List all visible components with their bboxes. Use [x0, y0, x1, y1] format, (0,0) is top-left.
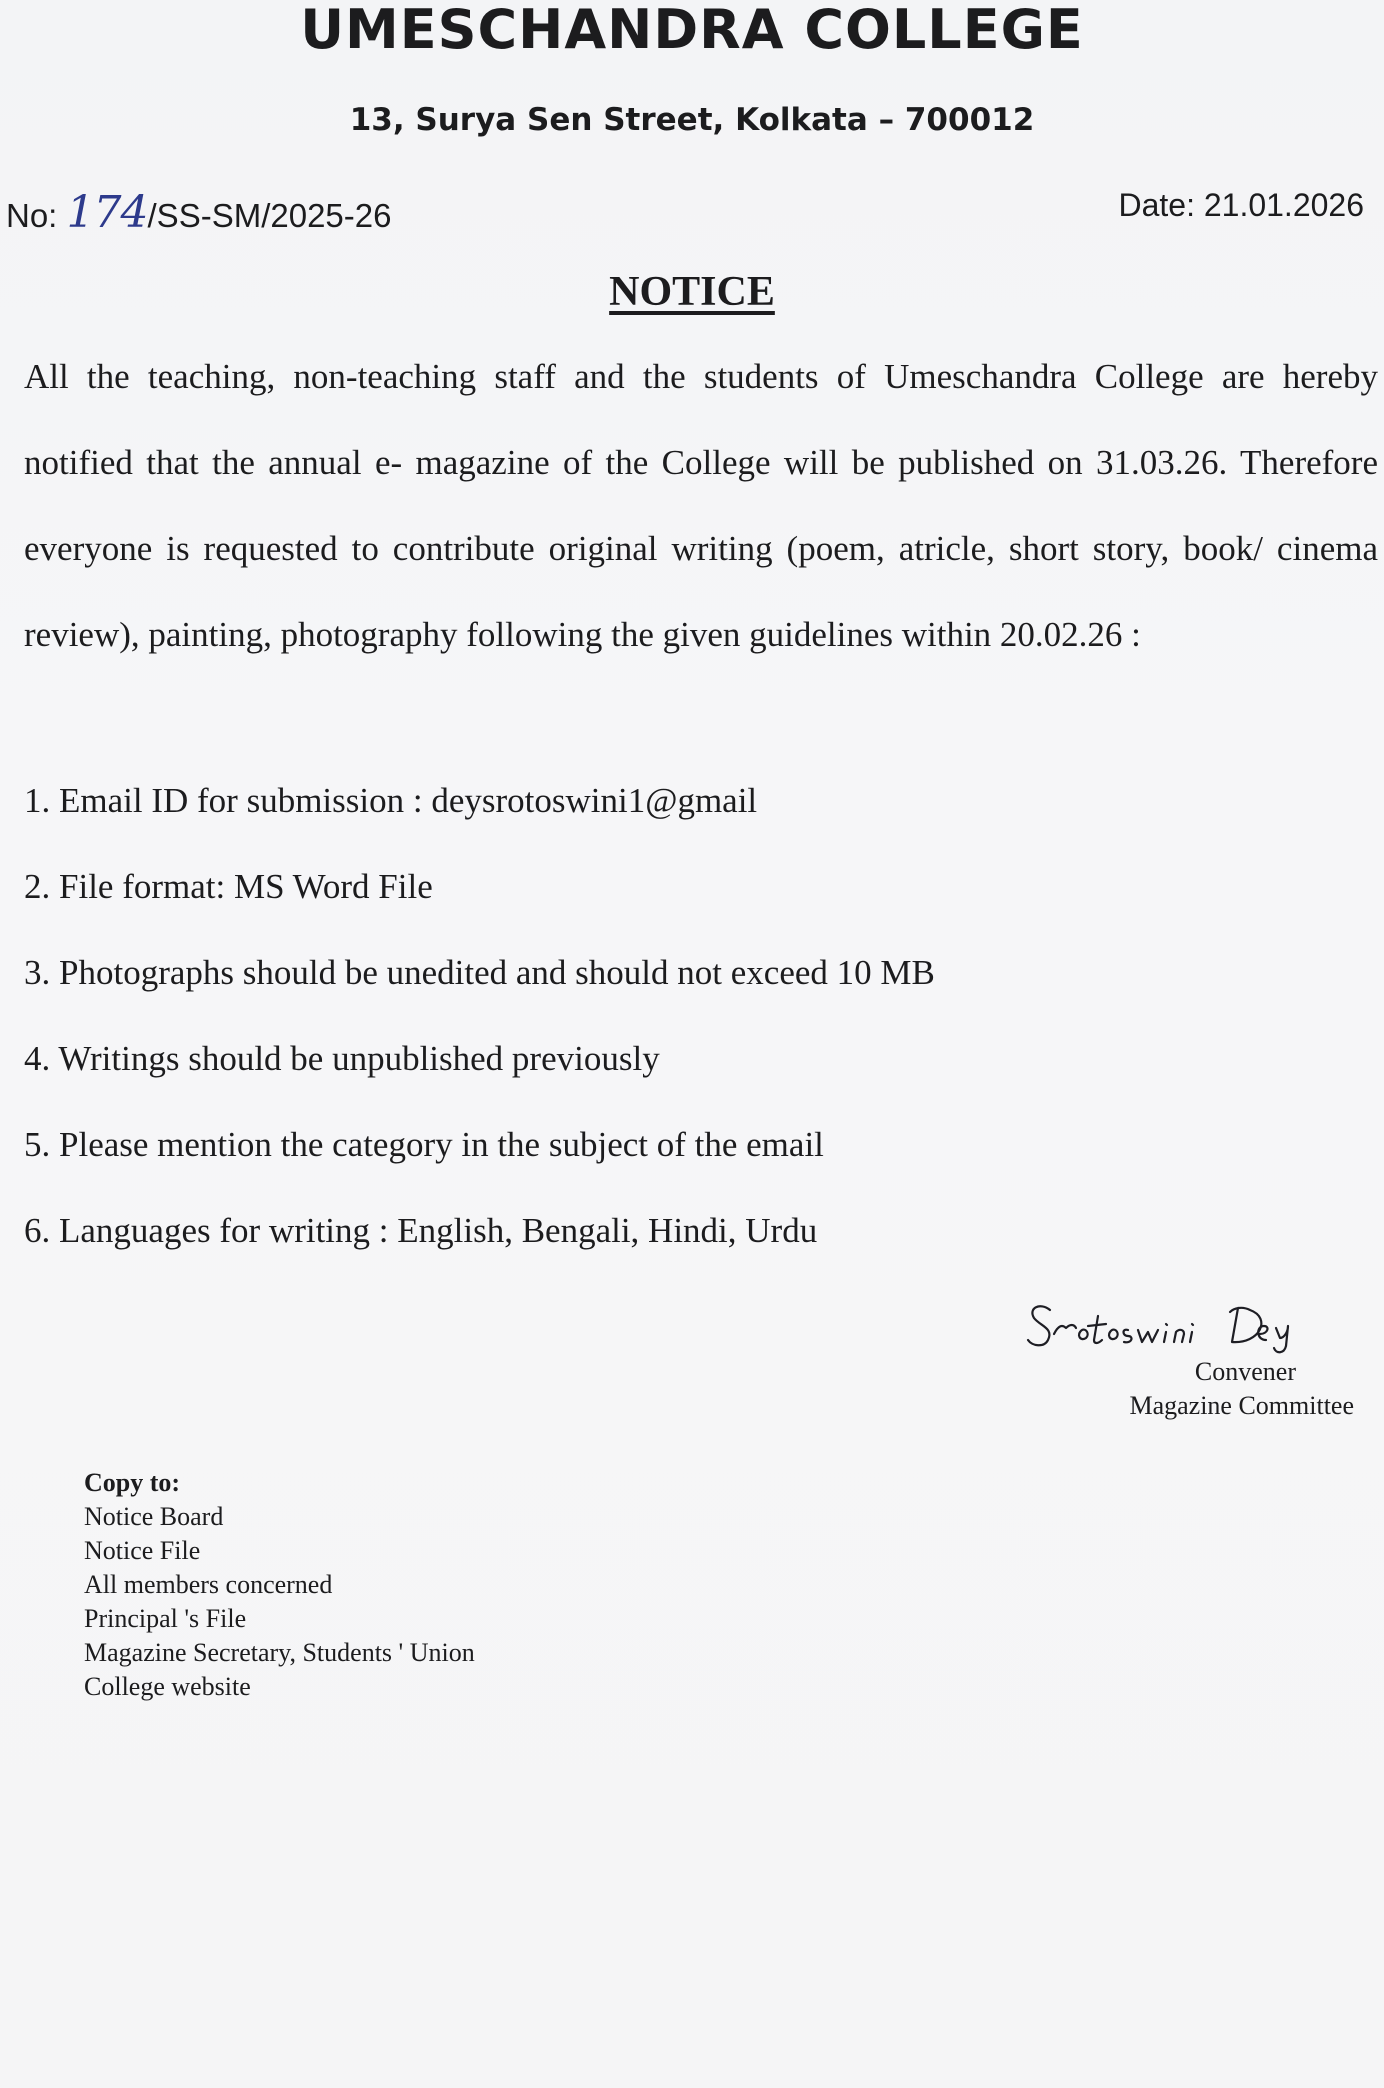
notice-title: NOTICE: [609, 269, 775, 315]
signatory-committee: Magazine Committee: [1129, 1391, 1354, 1420]
copy-to-item: College website: [84, 1672, 251, 1701]
signatory-role: Convener: [1194, 1357, 1296, 1386]
handwritten-signature: [1024, 1294, 1324, 1358]
signature-graphic: [1024, 1294, 1324, 1358]
copy-to-list: [84, 1500, 475, 1704]
reference-number: [6, 186, 391, 243]
reference-prefix: No:: [6, 197, 67, 234]
guideline-item: 4. Writings should be unpublished previously: [24, 1039, 660, 1078]
guideline-item: 5. Please mention the category in the subject of the email: [24, 1125, 824, 1164]
guideline-item: 3. Photographs should be unedited and should not exceed 10 MB: [24, 953, 935, 992]
notice-body: All the teaching, non-teaching staff and the students of Umeschandra College are hereby notified that the annual e- magazine of the College will be published on 31.03.26. Therefore everyone is requested to contribute original writing (poem, atricle, short story, book/ cinema review), painting, photography following the given guidelines within 20.02.26 :: [24, 357, 1378, 654]
college-name: UMESCHANDRA COLLEGE: [300, 0, 1084, 61]
guideline-item: 6. Languages for writing : English, Bengali, Hindi, Urdu: [24, 1211, 818, 1250]
college-address: 13, Surya Sen Street, Kolkata – 700012: [349, 102, 1035, 138]
reference-suffix: /SS-SM/2025-26: [147, 197, 392, 234]
copy-to-item: Notice File: [84, 1536, 201, 1565]
copy-to-item: Principal 's File: [84, 1604, 247, 1633]
handwritten-reference-number: 174: [66, 187, 148, 238]
guideline-item: 1. Email ID for submission : deysrotoswini1@gmail: [24, 781, 758, 820]
guidelines-list: [24, 758, 1324, 1274]
copy-to-section: [84, 1466, 475, 1704]
copy-to-item: Notice Board: [84, 1502, 224, 1531]
guideline-item: 2. File format: MS Word File: [24, 867, 433, 906]
copy-to-item: Magazine Secretary, Students ' Union: [84, 1638, 475, 1667]
copy-to-heading: Copy to:: [84, 1468, 181, 1497]
copy-to-item: All members concerned: [84, 1570, 333, 1599]
notice-date: Date: 21.01.2026: [1118, 187, 1364, 223]
